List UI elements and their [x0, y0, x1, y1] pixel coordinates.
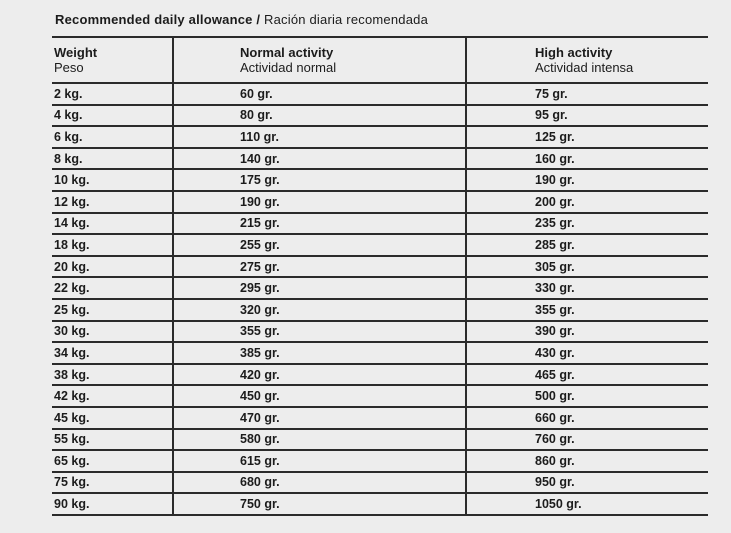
header-high-activity: [466, 37, 708, 83]
header-weight-es: Peso: [54, 60, 84, 75]
normal-activity-cell: 80 gr.: [173, 105, 466, 127]
high-activity-cell: 285 gr.: [466, 234, 708, 256]
weight-cell: 18 kg.: [52, 234, 173, 256]
weight-cell: 34 kg.: [52, 342, 173, 364]
normal-activity-cell: 450 gr.: [173, 385, 466, 407]
title-separator: /: [252, 12, 265, 27]
weight-cell: 10 kg.: [52, 169, 173, 191]
weight-cell: 42 kg.: [52, 385, 173, 407]
high-activity-cell: 125 gr.: [466, 126, 708, 148]
table-header: [52, 37, 708, 83]
allowance-table-container: [52, 36, 708, 516]
normal-activity-cell: 420 gr.: [173, 364, 466, 386]
normal-activity-cell: 140 gr.: [173, 148, 466, 170]
table-row: [52, 148, 708, 170]
normal-activity-cell: 470 gr.: [173, 407, 466, 429]
high-activity-cell: 160 gr.: [466, 148, 708, 170]
weight-cell: 90 kg.: [52, 493, 173, 515]
normal-activity-cell: 295 gr.: [173, 277, 466, 299]
title-spanish: Ración diaria recomendada: [264, 12, 428, 27]
normal-activity-cell: 275 gr.: [173, 256, 466, 278]
table-row: [52, 83, 708, 105]
weight-cell: 22 kg.: [52, 277, 173, 299]
table-row: [52, 493, 708, 515]
weight-cell: 6 kg.: [52, 126, 173, 148]
weight-cell: 65 kg.: [52, 450, 173, 472]
header-normal-en: Normal activity: [240, 45, 334, 60]
high-activity-cell: 355 gr.: [466, 299, 708, 321]
table-row: [52, 450, 708, 472]
high-activity-cell: 75 gr.: [466, 83, 708, 105]
normal-activity-cell: 680 gr.: [173, 472, 466, 494]
header-high-es: Actividad intensa: [535, 60, 634, 75]
high-activity-cell: 235 gr.: [466, 213, 708, 235]
weight-cell: 20 kg.: [52, 256, 173, 278]
weight-cell: 38 kg.: [52, 364, 173, 386]
weight-cell: 4 kg.: [52, 105, 173, 127]
normal-activity-cell: 110 gr.: [173, 126, 466, 148]
table-row: [52, 234, 708, 256]
table-row: [52, 407, 708, 429]
high-activity-cell: 660 gr.: [466, 407, 708, 429]
high-activity-cell: 950 gr.: [466, 472, 708, 494]
high-activity-cell: 760 gr.: [466, 429, 708, 451]
weight-cell: 8 kg.: [52, 148, 173, 170]
table-row: [52, 364, 708, 386]
table-row: [52, 105, 708, 127]
title-english: Recommended daily allowance: [55, 12, 253, 27]
normal-activity-cell: 255 gr.: [173, 234, 466, 256]
high-activity-cell: 500 gr.: [466, 385, 708, 407]
high-activity-cell: 305 gr.: [466, 256, 708, 278]
normal-activity-cell: 750 gr.: [173, 493, 466, 515]
header-normal-activity: [173, 37, 466, 83]
header-normal-es: Actividad normal: [240, 60, 337, 75]
normal-activity-cell: 355 gr.: [173, 321, 466, 343]
normal-activity-cell: 615 gr.: [173, 450, 466, 472]
normal-activity-cell: 190 gr.: [173, 191, 466, 213]
weight-cell: 12 kg.: [52, 191, 173, 213]
header-weight: [52, 37, 173, 83]
table-body: [52, 83, 708, 515]
header-weight-en: Weight: [54, 45, 98, 60]
weight-cell: 45 kg.: [52, 407, 173, 429]
table-row: [52, 321, 708, 343]
normal-activity-cell: 320 gr.: [173, 299, 466, 321]
table-row: [52, 277, 708, 299]
high-activity-cell: 465 gr.: [466, 364, 708, 386]
normal-activity-cell: 385 gr.: [173, 342, 466, 364]
table-row: [52, 213, 708, 235]
table-row: [52, 169, 708, 191]
table-title: [55, 12, 428, 27]
normal-activity-cell: 175 gr.: [173, 169, 466, 191]
weight-cell: 55 kg.: [52, 429, 173, 451]
high-activity-cell: 95 gr.: [466, 105, 708, 127]
table-row: [52, 299, 708, 321]
weight-cell: 30 kg.: [52, 321, 173, 343]
table-row: [52, 429, 708, 451]
allowance-table: [52, 36, 708, 516]
high-activity-cell: 200 gr.: [466, 191, 708, 213]
high-activity-cell: 190 gr.: [466, 169, 708, 191]
high-activity-cell: 860 gr.: [466, 450, 708, 472]
high-activity-cell: 390 gr.: [466, 321, 708, 343]
weight-cell: 2 kg.: [52, 83, 173, 105]
table-row: [52, 385, 708, 407]
high-activity-cell: 1050 gr.: [466, 493, 708, 515]
normal-activity-cell: 215 gr.: [173, 213, 466, 235]
table-row: [52, 342, 708, 364]
high-activity-cell: 430 gr.: [466, 342, 708, 364]
table-row: [52, 191, 708, 213]
table-row: [52, 472, 708, 494]
weight-cell: 75 kg.: [52, 472, 173, 494]
normal-activity-cell: 60 gr.: [173, 83, 466, 105]
header-high-en: High activity: [535, 45, 613, 60]
weight-cell: 14 kg.: [52, 213, 173, 235]
header-row: [52, 37, 708, 83]
table-row: [52, 256, 708, 278]
table-row: [52, 126, 708, 148]
weight-cell: 25 kg.: [52, 299, 173, 321]
high-activity-cell: 330 gr.: [466, 277, 708, 299]
normal-activity-cell: 580 gr.: [173, 429, 466, 451]
